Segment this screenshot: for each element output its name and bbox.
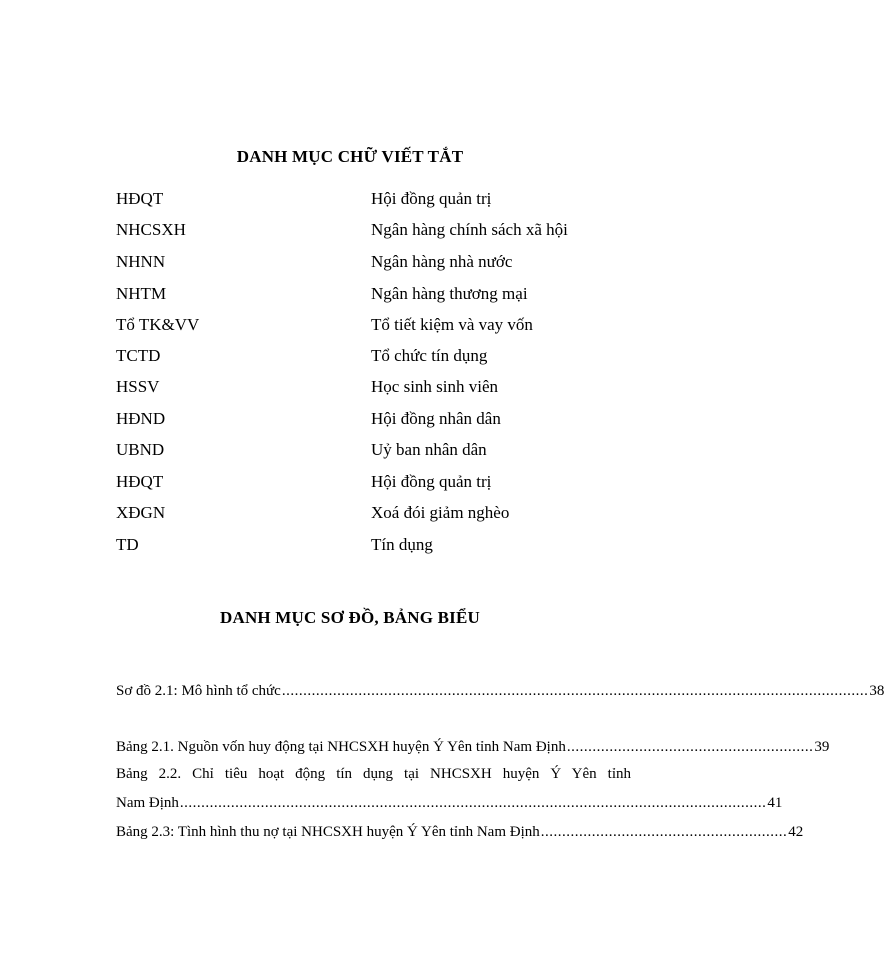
toc-page-number: 42: [788, 824, 804, 840]
abbreviation-row: [0, 284, 700, 308]
toc-entry[interactable]: [116, 795, 783, 812]
abbreviation-meaning: Hội đồng quản trị: [371, 189, 492, 208]
toc-entry-label: Bảng 2.3: Tình hình thu nợ tại NHCSXH huyện Ý Yên tỉnh Nam Định: [116, 824, 540, 840]
abbreviation-row: [0, 503, 700, 527]
abbreviation-code: UBND: [116, 440, 165, 459]
abbreviation-meaning: Hội đồng nhân dân: [371, 409, 501, 428]
abbreviations-title: DANH MỤC CHỮ VIẾT TẮT: [236, 147, 464, 166]
abbreviation-row: [0, 472, 700, 496]
figures-title: DANH MỤC SƠ ĐỒ, BẢNG BIỂU: [219, 608, 481, 627]
abbreviation-code: TCTD: [116, 346, 161, 365]
abbreviation-meaning: Ngân hàng nhà nước: [371, 252, 513, 271]
toc-leader-dots: ..........................................................................................................................................: [281, 683, 869, 699]
abbreviation-meaning: Tổ chức tín dụng: [371, 346, 488, 365]
abbreviation-code: HSSV: [116, 377, 160, 396]
toc-leader-dots: ..........................................................................................................................................: [179, 795, 767, 811]
abbreviation-code: NHNN: [116, 252, 166, 271]
abbreviation-code: Tổ TK&VV: [116, 315, 200, 334]
abbreviation-row: [0, 409, 700, 433]
abbreviation-code: NHCSXH: [116, 220, 186, 239]
abbreviation-code: HĐQT: [116, 189, 164, 208]
toc-page-number: 38: [869, 683, 884, 699]
toc-page-number: 41: [767, 795, 783, 811]
toc-entry-label: Bảng 2.1. Nguồn vốn huy động tại NHCSXH huyện Ý Yên tỉnh Nam Định: [116, 739, 566, 755]
abbreviation-code: NHTM: [116, 284, 167, 303]
toc-leader-dots: ..........................................................: [566, 739, 814, 755]
abbreviation-row: [0, 377, 700, 401]
abbreviation-meaning: Xoá đói giảm nghèo: [371, 503, 510, 522]
toc-entry-label-cont: Nam Định: [116, 795, 179, 811]
abbreviation-meaning: Tổ tiết kiệm và vay vốn: [371, 315, 533, 334]
abbreviation-meaning: Tín dụng: [371, 535, 433, 554]
toc-leader-dots: ..........................................................: [540, 824, 788, 840]
abbreviation-row: [0, 346, 700, 370]
toc-entry-label: Sơ đồ 2.1: Mô hình tổ chức: [116, 683, 281, 699]
abbreviation-row: [0, 189, 700, 213]
abbreviation-meaning: Ngân hàng thương mại: [371, 284, 528, 303]
abbreviation-row: [0, 252, 700, 276]
abbreviation-meaning: Ngân hàng chính sách xã hội: [371, 220, 568, 239]
toc-entry[interactable]: [116, 683, 884, 700]
abbreviation-code: XĐGN: [116, 503, 166, 522]
abbreviation-row: [0, 440, 700, 464]
abbreviation-code: HĐND: [116, 409, 166, 428]
abbreviation-meaning: Uỷ ban nhân dân: [371, 440, 487, 459]
toc-entry-line1[interactable]: [116, 766, 631, 783]
abbreviation-meaning: Học sinh sinh viên: [371, 377, 499, 396]
abbreviation-meaning: Hội đồng quản trị: [371, 472, 492, 491]
abbreviation-code: TD: [116, 535, 139, 554]
toc-entry[interactable]: [116, 739, 830, 756]
toc-page-number: 39: [814, 739, 830, 755]
toc-entry-label: Bảng 2.2. Chỉ tiêu hoạt động tín dụng tại NHCSXH huyện Ý Yên tỉnh: [116, 766, 631, 782]
toc-entry[interactable]: [116, 824, 804, 841]
abbreviation-row: [0, 220, 700, 244]
abbreviation-code: HĐQT: [116, 472, 164, 491]
abbreviation-row: [0, 535, 700, 559]
abbreviation-row: [0, 315, 700, 339]
